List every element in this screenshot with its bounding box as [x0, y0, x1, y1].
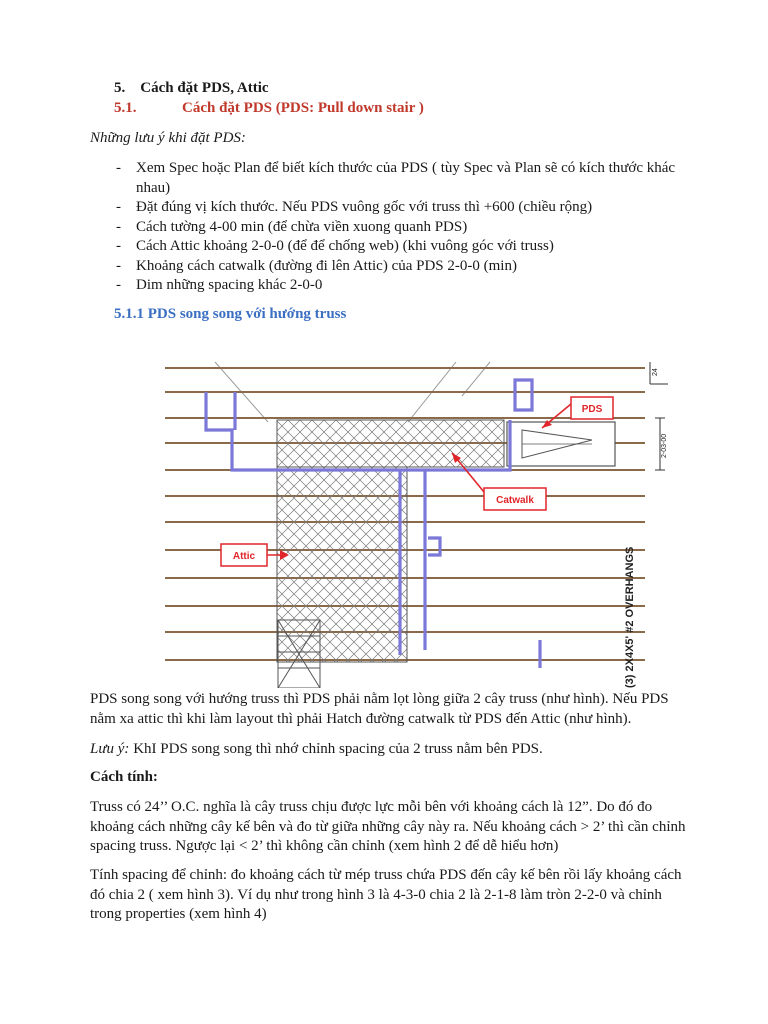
list-item: - Dim những spacing khác 2-0-0 — [116, 276, 686, 296]
attic-label: Attic — [232, 551, 256, 562]
list-item: - Xem Spec hoặc Plan để biết kích thước của PDS ( tùy Spec và Plan sẽ có kích thước khác nhau) — [116, 159, 686, 198]
list-item: - Cách tường 4-00 min (để chừa viền xuong quanh PDS) — [116, 218, 686, 238]
paragraph-spacing-calc: Tính spacing để chỉnh: đo khoảng cách từ mép truss chứa PDS đến cây kế bên rồi lấy khoảng cách đó chia 2 ( xem hình 3). Ví dụ như trong hình 3 là 4-3-0 chia 2 là 2-1-8 làm tròn 2-2-0 và chỉnh trong properties (xem hình 4) — [90, 867, 682, 922]
pds-label: PDS — [581, 404, 603, 415]
dimension-side-label: 2-03-00 — [661, 433, 668, 458]
list-item: - Khoảng cách catwalk (đường đi lên Attic) của PDS 2-0-0 (min) — [116, 257, 686, 277]
notes-list — [116, 159, 686, 296]
section-heading-5-1-1: 5.1.1 PDS song song với hướng truss — [114, 306, 347, 322]
section-heading-5: 5. Cách đặt PDS, Attic — [114, 80, 269, 96]
catwalk-hatch — [277, 420, 504, 467]
hatched-areas — [277, 420, 504, 662]
attic-hatch — [277, 467, 407, 662]
note-text: KhI PDS song song thì nhớ chỉnh spacing của 2 truss nằm bên PDS. — [129, 741, 543, 757]
pds-opening — [507, 422, 615, 466]
dimension-top-label: 24 — [652, 368, 659, 376]
heading-number: 5.1. — [114, 100, 137, 116]
paragraph-note — [90, 740, 690, 760]
section-heading-5-1 — [114, 100, 424, 117]
overhangs-label: (3) 2X4X5' #2 OVERHANGS — [624, 546, 636, 688]
paragraph-pds-parallel: PDS song song với hướng truss thì PDS phải nằm lọt lòng giữa 2 cây truss (như hình). Nếu PDS nằm xa attic thì khi làm layout thì phải Hatch đường catwalk từ PDS đến Attic (như hình). — [90, 691, 669, 727]
pds-layout-figure — [150, 358, 680, 688]
catwalk-label: Catwalk — [496, 495, 534, 506]
notes-title: Những lưu ý khi đặt PDS: — [90, 130, 246, 146]
calc-heading: Cách tính: — [90, 769, 158, 785]
heading-title: Cách đặt PDS (PDS: Pull down stair ) — [182, 100, 424, 116]
paragraph-truss-spacing: Truss có 24’’ O.C. nghĩa là cây truss chịu được lực mỗi bên với khoảng cách là 12”. Do đó đo khoảng cách những cây kế bên và đo từ giữa những cây này ra. Nếu khoảng cách > 2’ thì cần chỉnh spacing truss. Ngược lại < 2’ thì không cần chỉnh (xem hình 2 để dễ hiểu hơn) — [90, 799, 686, 854]
note-lead: Lưu ý: — [90, 741, 130, 757]
list-item: - Đặt đúng vị kích thước. Nếu PDS vuông gốc với truss thì +600 (chiều rộng) — [116, 198, 686, 218]
list-item: - Cách Attic khoảng 2-0-0 (để để chống web) (khi vuông góc với truss) — [116, 237, 686, 257]
